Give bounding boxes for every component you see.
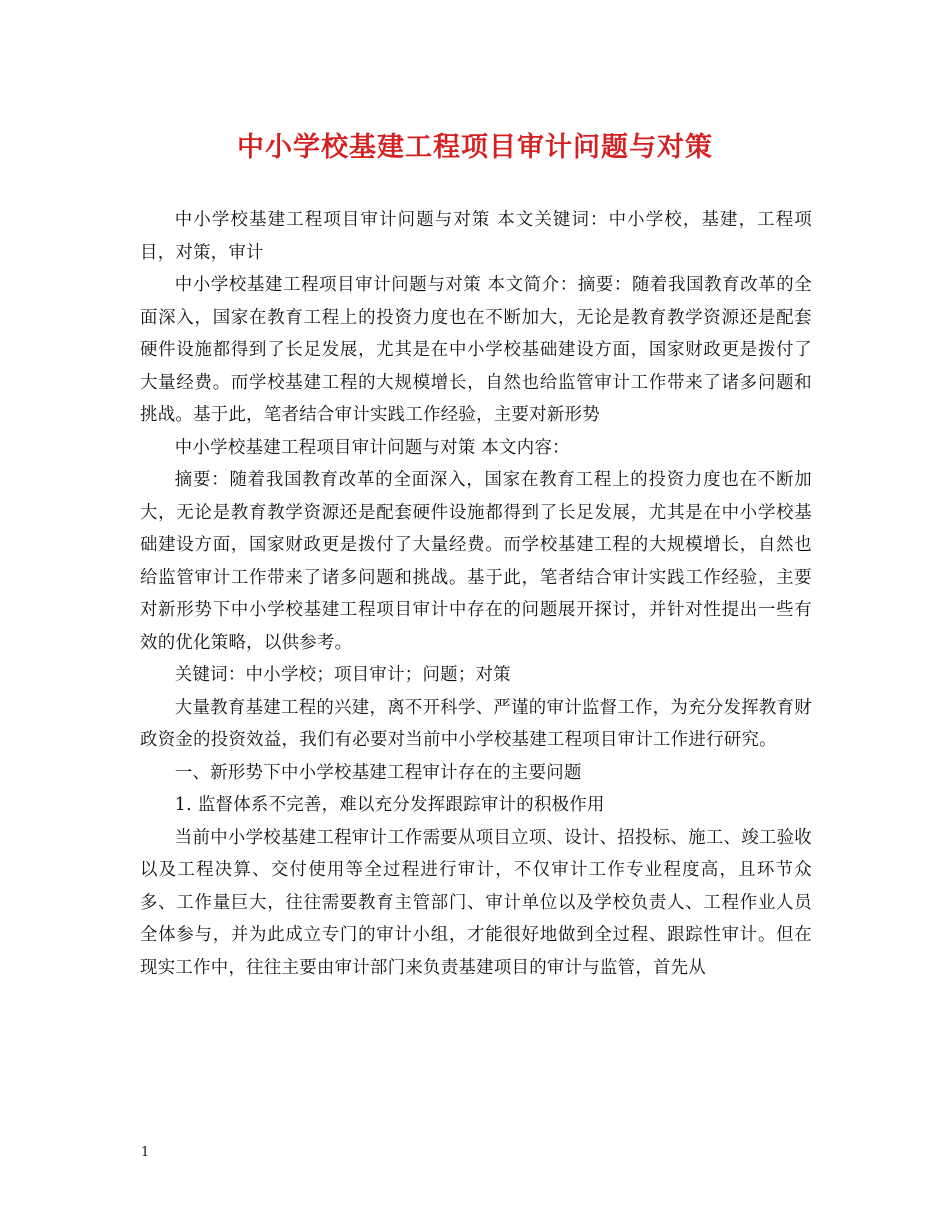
paragraph-keywords: 关键词：中小学校；项目审计；问题；对策: [174, 665, 511, 685]
paragraph-keywords-intro: 中小学校基建工程项目审计问题与对策 本文关键词：中小学校，基建，工程项目，对策，审计: [140, 210, 812, 263]
paragraph-content-heading: 中小学校基建工程项目审计问题与对策 本文内容：: [174, 437, 570, 458]
page-number: 1: [141, 1145, 150, 1160]
paragraph-introduction: 大量教育基建工程的兴建，离不开科学、严谨的审计监督工作，为充分发挥教育财政资金的投资效益，我们有必要对当前中小学校基建工程项目审计工作进行研究。: [140, 697, 812, 750]
subsection-heading-1-1: 1. 监督体系不完善，难以充分发挥跟踪审计的积极作用: [174, 795, 605, 815]
document-title: 中小学校基建工程项目审计问题与对策: [237, 132, 713, 163]
paragraph-abstract: 摘要：随着我国教育改革的全面深入，国家在教育工程上的投资力度也在不断加大，无论是教育教学资源还是配套硬件设施都得到了长足发展，尤其是在中小学校基础建设方面，国家财政更是拨付了大量经费。而学校基建工程的大规模增长，自然也给监管审计工作带来了诸多问题和挑战。基于此，笔者结合审计实践工作经验，主要对新形势下中小学校基建工程项目审计中存在的问题展开探讨，并针对性提出一些有效的优化策略，以供参考。: [140, 470, 812, 653]
document-body: [140, 204, 812, 984]
section-heading-1: 一、新形势下中小学校基建工程审计存在的主要问题: [174, 762, 582, 783]
paragraph-body-1: 当前中小学校基建工程审计工作需要从项目立项、设计、招投标、施工、竣工验收以及工程决算、交付使用等全过程进行审计，不仅审计工作专业程度高，且环节众多、工作量巨大，往往需要教育主管部门、审计单位以及学校负责人、工程作业人员全体参与，并为此成立专门的审计小组，才能很好地做到全过程、跟踪性审计。但在现实工作中，往往主要由审计部门来负责基建项目的审计与监管，首先从: [140, 827, 812, 978]
paragraph-summary: 中小学校基建工程项目审计问题与对策 本文简介：摘要：随着我国教育改革的全面深入，国家在教育工程上的投资力度也在不断加大，无论是教育教学资源还是配套硬件设施都得到了长足发展，尤其是在中小学校基础建设方面，国家财政更是拨付了大量经费。而学校基建工程的大规模增长，自然也给监管审计工作带来了诸多问题和挑战。基于此，笔者结合审计实践工作经验，主要对新形势: [140, 275, 812, 425]
